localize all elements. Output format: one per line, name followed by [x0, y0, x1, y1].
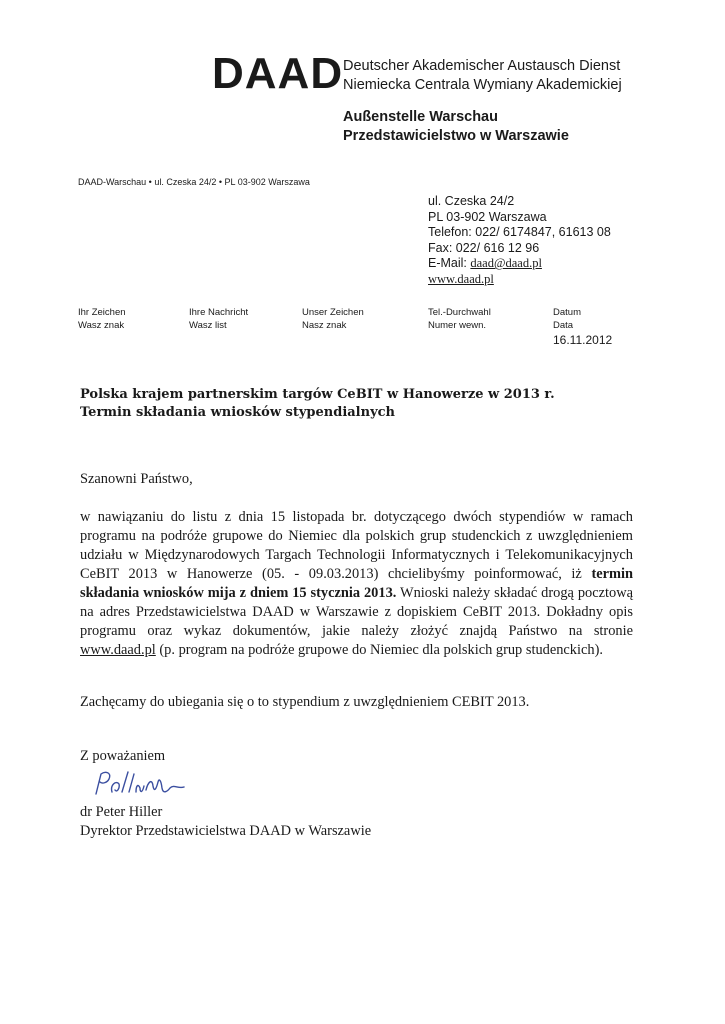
- body-text-1: w nawiązaniu do listu z dnia 15 listopada br. dotyczącego dwóch stypendiów w ramach programu na podróże grupowe do Niemiec dla polskich grup studenckich z uwzględnieniem udziału w Międzynarodowych Targach Technologii Informatycznych i Telekomunikacyjnych CeBIT 2013 w Hanowerze (05. - 09.03.2013) chcielibyśmy poinformować, iż: [80, 509, 633, 582]
- office-name-german: Außenstelle Warschau: [343, 109, 498, 125]
- contact-block: [428, 194, 611, 288]
- website-link[interactable]: www.daad.pl: [428, 271, 494, 286]
- office-name-polish: Przedstawicielstwo w Warszawie: [343, 128, 569, 144]
- org-name-polish: Niemiecka Centrala Wymiany Akademickiej: [343, 77, 622, 93]
- ref-label-de: Datum: [553, 307, 581, 318]
- email-link[interactable]: daad@daad.pl: [470, 256, 542, 271]
- ref-your-sign: [78, 307, 126, 332]
- ref-extension: [428, 307, 491, 332]
- ref-your-message: [189, 307, 248, 332]
- letter-subject: [80, 386, 555, 422]
- signatory-title: Dyrektor Przedstawicielstwa DAAD w Warszawie: [80, 823, 372, 839]
- ref-label-pl: Wasz list: [189, 319, 227, 331]
- ref-label-pl: Nasz znak: [302, 319, 347, 331]
- contact-fax: Fax: 022/ 616 12 96: [428, 240, 540, 255]
- sender-address-line: DAAD-Warschau • ul. Czeska 24/2 • PL 03-902 Warszawa: [78, 177, 310, 187]
- signatory-block: [80, 803, 371, 841]
- body-text-3: (p. program na podróże grupowe do Niemiec dla polskich grup studenckich).: [155, 642, 603, 658]
- contact-website-row: [428, 272, 611, 288]
- salutation: Szanowni Państwo,: [80, 471, 193, 487]
- ref-date: [553, 307, 612, 347]
- ref-label-de: Tel.-Durchwahl: [428, 307, 491, 318]
- closing-paragraph: Zachęcamy do ubiegania się o to stypendium z uwzględnieniem CEBIT 2013.: [80, 694, 530, 710]
- org-name-german: Deutscher Akademischer Austausch Dienst: [343, 58, 621, 74]
- ref-label-pl: Data: [553, 319, 574, 331]
- subject-line-2: Termin składania wniosków stypendialnych: [80, 405, 395, 420]
- signatory-name: dr Peter Hiller: [80, 804, 163, 820]
- contact-email-row: [428, 256, 611, 272]
- ref-label-pl: Numer wewn.: [428, 319, 487, 331]
- office-name: [343, 108, 569, 146]
- ref-label-de: Unser Zeichen: [302, 307, 364, 318]
- contact-phone: Telefon: 022/ 6174847, 61613 08: [428, 225, 611, 240]
- ref-label-de: Ihre Nachricht: [189, 307, 249, 318]
- ref-label-de: Ihr Zeichen: [78, 307, 126, 318]
- letter-date: 16.11.2012: [553, 333, 613, 347]
- email-label: E-Mail:: [428, 256, 471, 271]
- organization-name: [343, 57, 622, 95]
- body-deadline-bold: termin składania wniosków mija z dniem 15 stycznia 2013.: [80, 566, 633, 601]
- body-paragraph: [80, 508, 633, 660]
- regards: Z poważaniem: [80, 748, 166, 764]
- handwritten-signature: [92, 768, 187, 798]
- contact-street: ul. Czeska 24/2: [428, 194, 515, 208]
- ref-our-sign: [302, 307, 364, 332]
- body-website-link[interactable]: www.daad.pl: [80, 642, 156, 658]
- daad-logo: DAAD: [212, 49, 344, 98]
- body-text-2: Wnioski należy składać drogą pocztową na adres Przedstawicielstwa DAAD w Warszawie z dopiskiem CeBIT 2013. Dokładny opis programu oraz wykaz dokumentów, jakie należy złożyć znajdą Państwo na stronie: [80, 585, 633, 639]
- subject-line-1: Polska krajem partnerskim targów CeBIT w Hanowerze w 2013 r.: [80, 387, 555, 402]
- contact-city: PL 03-902 Warszawa: [428, 209, 547, 224]
- ref-label-pl: Wasz znak: [78, 319, 125, 331]
